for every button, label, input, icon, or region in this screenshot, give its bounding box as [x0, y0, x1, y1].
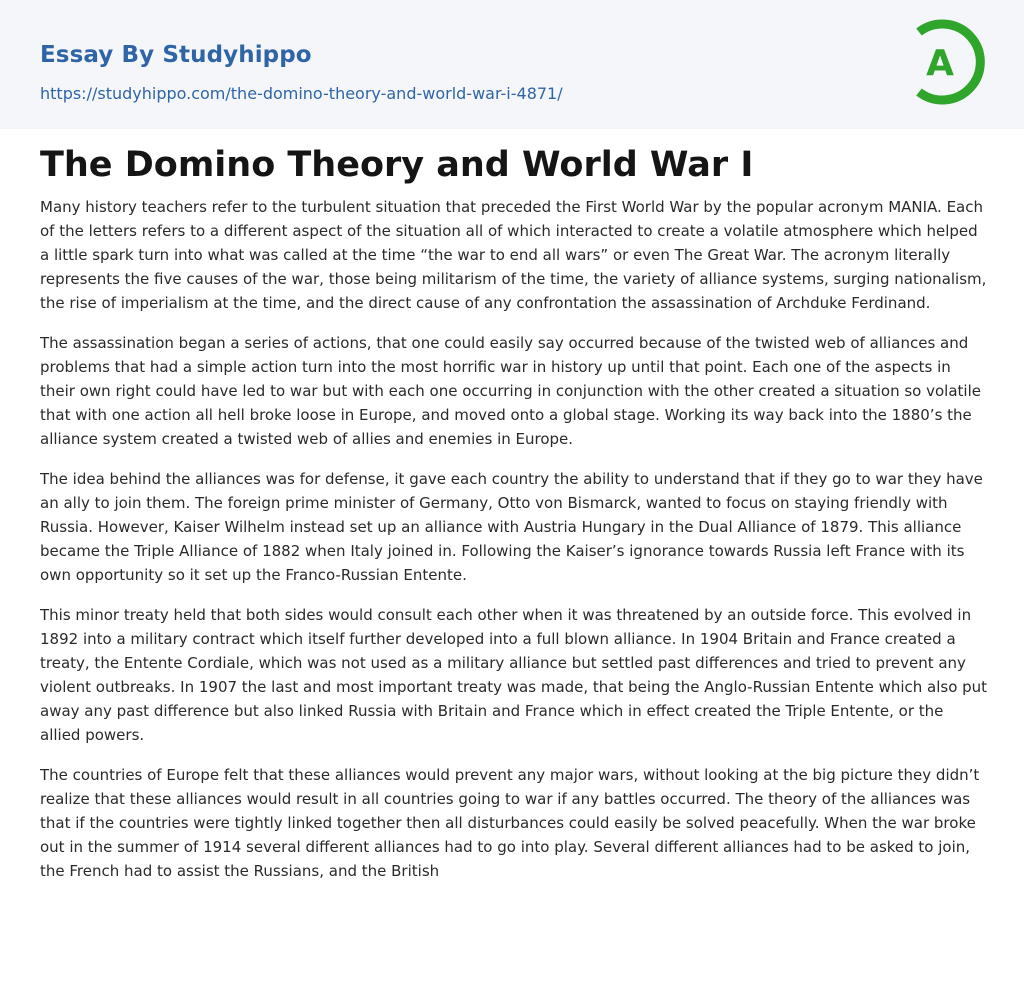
essay-paragraph: The assassination began a series of actions, that one could easily say occurred because of the twisted web of alliances and problems that had a simple action turn into the most horrific war in history up until that point. Each one of the aspects in their own right could have led to war but with each one occurring in conjunction with the other created a situation so volatile that with one action all hell broke loose in Europe, and moved onto a global stage. Working its way back into the 1880’s the alliance system created a twisted web of allies and enemies in Europe. [40, 334, 981, 448]
essay-url-link[interactable]: https://studyhippo.com/the-domino-theory-and-world-war-i-4871/ [40, 84, 563, 103]
essay-body [40, 195, 988, 899]
essay-paragraph: The countries of Europe felt that these alliances would prevent any major wars, without looking at the big picture they didn’t realize that these alliances would result in all countries going to war if any battles occurred. The theory of the alliances was that if the countries were tightly linked together then all disturbances could easily be solved peacefully. When the war broke out in the summer of 1914 several different alliances had to go into play. Several different alliances had to be asked to join, the French had to assist the Russians, and the British [40, 766, 980, 880]
site-brand[interactable]: Essay By Studyhippo [40, 42, 312, 68]
essay-title: The Domino Theory and World War I [40, 145, 754, 185]
essay-paragraph: Many history teachers refer to the turbulent situation that preceded the First World War by the popular acronym MANIA. Each of the letters refers to a different aspect of the situation all of which interacted to create a volatile atmosphere which helped a little spark turn into what was called at the time “the war to end all wars” or even The Great War. The acronym literally represents the five causes of the war, those being militarism of the time, the variety of alliance systems, surging nationalism, the rise of imperialism at the time, and the direct cause of any confrontation the assassination of Archduke Ferdinand. [40, 198, 987, 312]
studyhippo-logo-icon[interactable] [908, 18, 988, 106]
logo-letter: A [926, 43, 954, 84]
site-header [0, 0, 1024, 129]
essay-paragraph: The idea behind the alliances was for defense, it gave each country the ability to understand that if they go to war they have an ally to join them. The foreign prime minister of Germany, Otto von Bismarck, wanted to focus on staying friendly with Russia. However, Kaiser Wilhelm instead set up an alliance with Austria Hungary in the Dual Alliance of 1879. This alliance became the Triple Alliance of 1882 when Italy joined in. Following the Kaiser’s ignorance towards Russia left France with its own opportunity so it set up the Franco-Russian Entente. [40, 470, 983, 584]
essay-paragraph: This minor treaty held that both sides would consult each other when it was threatened by an outside force. This evolved in 1892 into a military contract which itself further developed into a full blown alliance. In 1904 Britain and France created a treaty, the Entente Cordiale, which was not used as a military alliance but settled past differences and tried to prevent any violent outbreaks. In 1907 the last and most important treaty was made, that being the Anglo-Russian Entente which also put away any past difference but also linked Russia with Britain and France which in effect created the Triple Entente, or the allied powers. [40, 606, 988, 744]
